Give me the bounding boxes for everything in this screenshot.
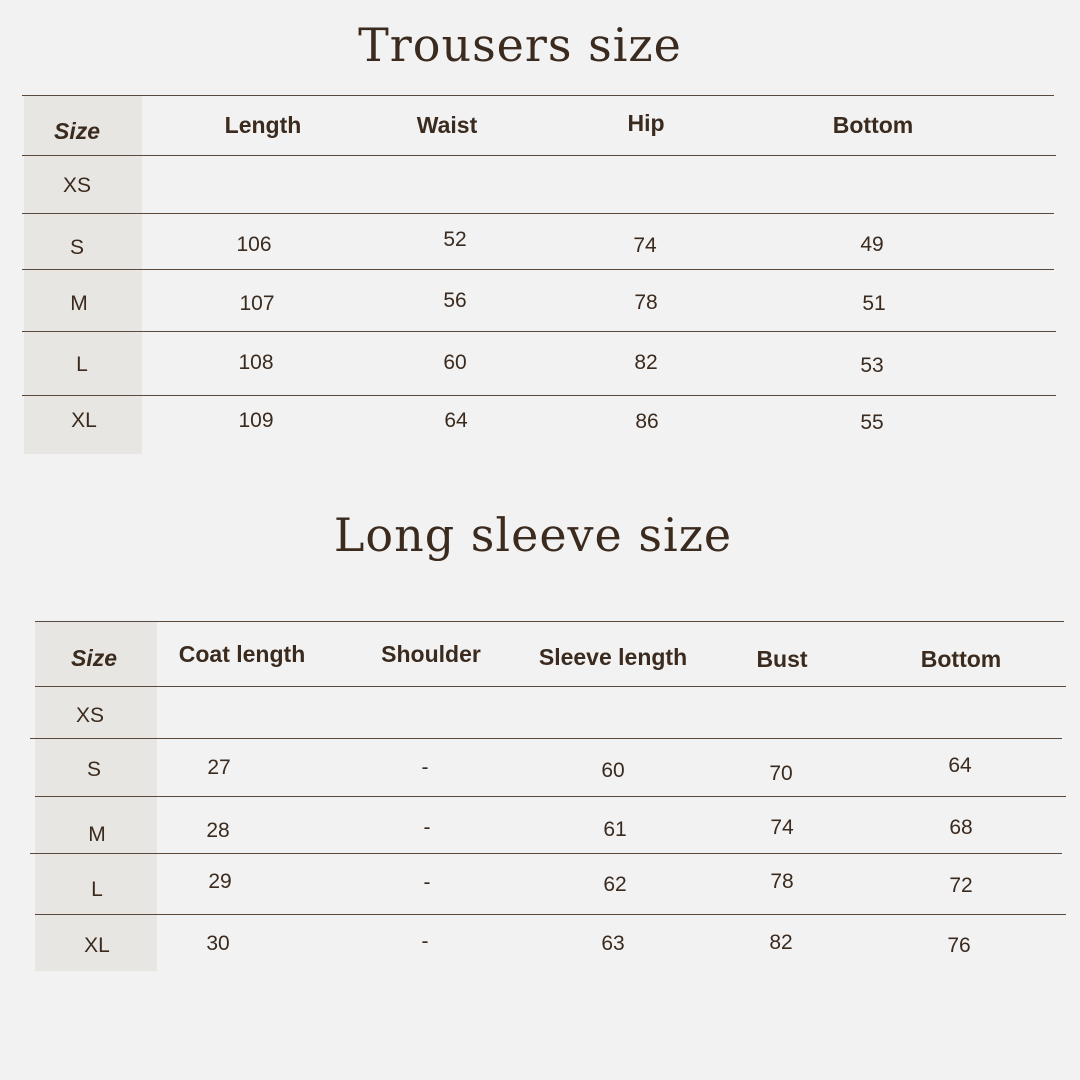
length-value: 109 [238,409,274,432]
size-label: XS [75,704,105,727]
size-label: L [76,353,88,376]
divider [35,796,1066,797]
size-label: XL [84,934,110,957]
divider [35,621,1064,622]
divider [22,213,1054,214]
divider [35,914,1066,915]
bust-value: 70 [769,762,793,785]
bottom-value: 68 [949,816,973,839]
bust-value: 78 [770,870,794,893]
size-label: S [86,758,102,781]
waist-value: 60 [443,351,467,374]
header-coat-length: Coat length [178,641,306,667]
waist-value: 56 [443,289,467,312]
bottom-value: 49 [860,233,884,256]
header-bust: Bust [756,646,808,672]
divider [22,95,1054,96]
bust-value: 82 [769,931,793,954]
bottom-value: 64 [948,754,972,777]
header-waist: Waist [416,112,478,138]
length-value: 106 [236,233,272,256]
size-label: M [88,823,106,846]
size-label: M [70,292,88,315]
sleeve-length-value: 60 [601,759,625,782]
header-shoulder: Shoulder [381,641,481,667]
sleeve-length-value: 61 [603,818,627,841]
divider [35,686,1066,687]
shoulder-value: - [423,871,431,894]
waist-value: 52 [443,228,467,251]
header-size: Size [53,118,101,144]
coat-length-value: 28 [206,819,230,842]
divider [22,269,1054,270]
length-value: 108 [238,351,274,374]
long-sleeve-title: Long sleeve size [333,508,733,562]
divider [22,395,1056,396]
bust-value: 74 [770,816,794,839]
waist-value: 64 [444,409,468,432]
shoulder-value: - [421,930,429,953]
size-label: XL [71,409,97,432]
header-size: Size [70,645,118,671]
bottom-value: 55 [860,411,884,434]
header-length: Length [224,112,302,138]
size-label: L [91,878,103,901]
length-value: 107 [239,292,275,315]
sleeve-length-value: 63 [601,932,625,955]
divider [30,853,1062,854]
trousers-size-column [24,96,142,454]
bottom-value: 76 [947,934,971,957]
size-label: S [69,236,85,259]
divider [30,738,1062,739]
bottom-value: 72 [949,874,973,897]
bottom-value: 51 [862,292,886,315]
hip-value: 86 [635,410,659,433]
header-hip: Hip [627,110,665,136]
divider [22,331,1056,332]
coat-length-value: 29 [208,870,232,893]
header-bottom: Bottom [920,646,1002,672]
coat-length-value: 27 [207,756,231,779]
shoulder-value: - [421,756,429,779]
header-bottom: Bottom [832,112,914,138]
sleeve-length-value: 62 [603,873,627,896]
shoulder-value: - [423,816,431,839]
divider [22,155,1056,156]
trousers-title: Trousers size [358,18,682,72]
hip-value: 82 [634,351,658,374]
bottom-value: 53 [860,354,884,377]
coat-length-value: 30 [206,932,230,955]
hip-value: 78 [634,291,658,314]
hip-value: 74 [633,234,657,257]
header-sleeve-length: Sleeve length [538,644,688,670]
size-label: XS [62,174,92,197]
